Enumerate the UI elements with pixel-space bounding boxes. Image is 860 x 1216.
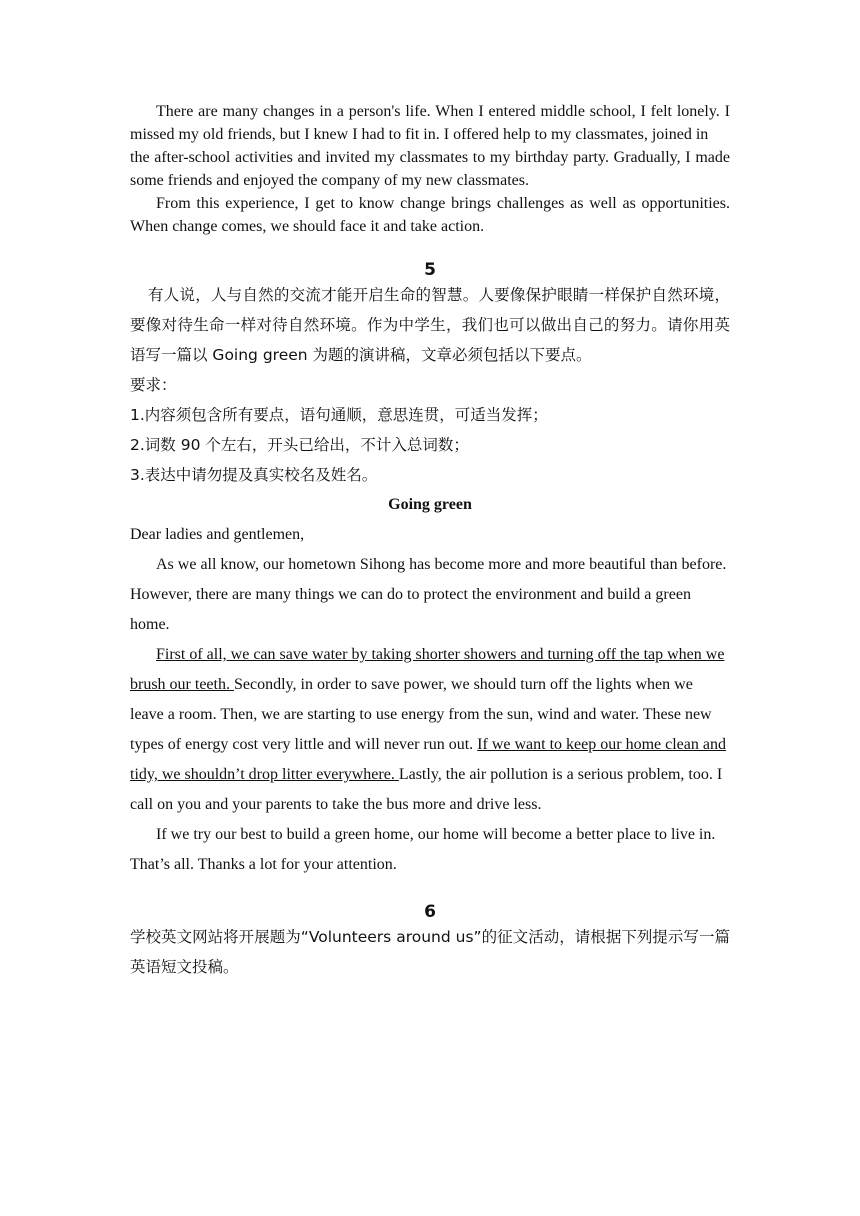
essay-paragraph-2-text-2: Lastly, the air pollution is a serious problem, too. I call on you and your parents to take the bus more and drive less. [130,766,723,813]
document-page [130,100,730,982]
essay-4-paragraph-2: From this experience, I get to know change brings challenges as well as opportunities. When change comes, we should face it and take action. [130,195,730,235]
section-number-5: 5 [424,260,436,280]
underlined-sentence-2: If we want to keep our home clean and tidy, we shouldn’t drop litter everywhere. [130,736,726,783]
essay-salutation: Dear ladies and gentlemen, [130,526,305,543]
requirement-1: 1.内容须包含所有要点，语句通顺，意思连贯，可适当发挥； [130,406,548,424]
requirement-3: 3.表达中请勿提及真实校名及姓名。 [130,466,378,484]
section-number-6: 6 [424,902,436,922]
essay-paragraph-1: As we all know, our hometown Sihong has become more and more beautiful than before. However, there are many things we can do to protect the environment and build a green home. [130,556,727,633]
essay-title: Going green [388,496,472,513]
section-6-prompt: 学校英文网站将开展题为“Volunteers around us”的征文活动，请根据下列提示写一篇英语短文投稿。 [130,928,730,976]
section-5-prompt: 有人说，人与自然的交流才能开启生命的智慧。人要像保护眼睛一样保护自然环境，要像对待生命一样对待自然环境。作为中学生，我们也可以做出自己的努力。请你用英语写一篇以 Going green 为题的演讲稿，文章必须包括以下要点。 [130,286,730,364]
requirements-heading: 要求： [130,376,177,394]
requirement-2: 2.词数 90 个左右，开头已给出，不计入总词数； [130,436,469,454]
essay-paragraph-3: If we try our best to build a green home, our home will become a better place to live in. That’s all. Thanks a lot for your attention. [130,826,716,873]
essay-4-paragraph-1b: the after-school activities and invited my classmates to my birthday party. Gradually, I made some friends and enjoyed the company of my new classmates. [130,149,730,189]
essay-4-paragraph-1a: There are many changes in a person's life. When I entered middle school, I felt lonely. I missed my old friends, but I knew I had to fit in. I offered help to my classmates, joined in [130,103,730,143]
essay-paragraph-2-text-1: Secondly, in order to save power, we should turn off the lights when we leave a room. Then, we are starting to use energy from the sun, wind and water. These new types of energy cost very little and will never run out. [130,676,712,753]
essay-paragraph-2 [130,640,730,820]
underlined-sentence-1: First of all, we can save water by taking shorter showers and turning off the tap when we brush our teeth. [130,646,725,693]
